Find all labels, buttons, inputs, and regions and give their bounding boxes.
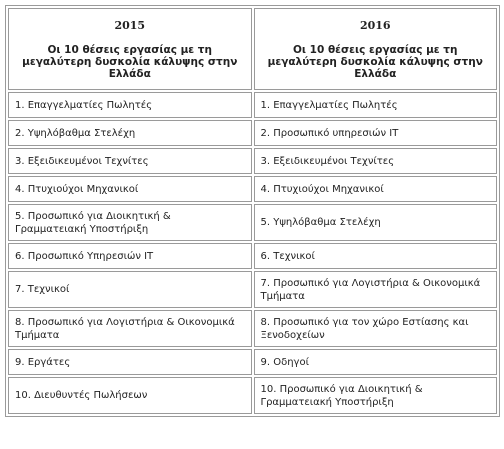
table-row — [8, 310, 497, 347]
title-2015: Οι 10 θέσεις εργασίας με τη μεγαλύτερη δυσκολία κάλυψης στην Ελλάδα — [22, 43, 238, 80]
table-row — [8, 204, 497, 241]
header-2016 — [254, 8, 498, 90]
year-2015: 2015 — [114, 18, 146, 32]
table-row — [8, 377, 497, 414]
cell-2015: 3. Εξειδικευμένοι Τεχνίτες — [8, 148, 252, 174]
title-2016: Οι 10 θέσεις εργασίας με τη μεγαλύτερη δυσκολία κάλυψης στην Ελλάδα — [267, 43, 483, 80]
cell-2016: 10. Προσωπικό για Διοικητική & Γραμματειακή Υποστήριξη — [254, 377, 498, 414]
cell-2015: 2. Υψηλόβαθμα Στελέχη — [8, 120, 252, 146]
table-row — [8, 176, 497, 202]
table-row — [8, 92, 497, 118]
table-row — [8, 148, 497, 174]
cell-2015: 4. Πτυχιούχοι Μηχανικοί — [8, 176, 252, 202]
header-2015 — [8, 8, 252, 90]
cell-2015: 7. Τεχνικοί — [8, 271, 252, 308]
jobs-comparison-table — [5, 5, 500, 417]
table-row — [8, 349, 497, 375]
cell-2015: 9. Εργάτες — [8, 349, 252, 375]
cell-2016: 7. Προσωπικό για Λογιστήρια & Οικονομικά Τμήματα — [254, 271, 498, 308]
cell-2015: 6. Προσωπικό Υπηρεσιών IT — [8, 243, 252, 269]
cell-2015: 1. Επαγγελματίες Πωλητές — [8, 92, 252, 118]
cell-2015: 8. Προσωπικό για Λογιστήρια & Οικονομικά Τμήματα — [8, 310, 252, 347]
cell-2016: 6. Τεχνικοί — [254, 243, 498, 269]
cell-2015: 5. Προσωπικό για Διοικητική & Γραμματειακή Υποστήριξη — [8, 204, 252, 241]
cell-2016: 5. Υψηλόβαθμα Στελέχη — [254, 204, 498, 241]
cell-2016: 8. Προσωπικό για τον χώρο Εστίασης και Ξενοδοχείων — [254, 310, 498, 347]
table-row — [8, 120, 497, 146]
cell-2015: 10. Διευθυντές Πωλήσεων — [8, 377, 252, 414]
cell-2016: 4. Πτυχιούχοι Μηχανικοί — [254, 176, 498, 202]
year-2016: 2016 — [359, 18, 391, 32]
cell-2016: 1. Επαγγελματίες Πωλητές — [254, 92, 498, 118]
cell-2016: 2. Προσωπικό υπηρεσιών IT — [254, 120, 498, 146]
header-row — [8, 8, 497, 90]
table-row — [8, 271, 497, 308]
cell-2016: 9. Οδηγοί — [254, 349, 498, 375]
cell-2016: 3. Εξειδικευμένοι Τεχνίτες — [254, 148, 498, 174]
table-row — [8, 243, 497, 269]
